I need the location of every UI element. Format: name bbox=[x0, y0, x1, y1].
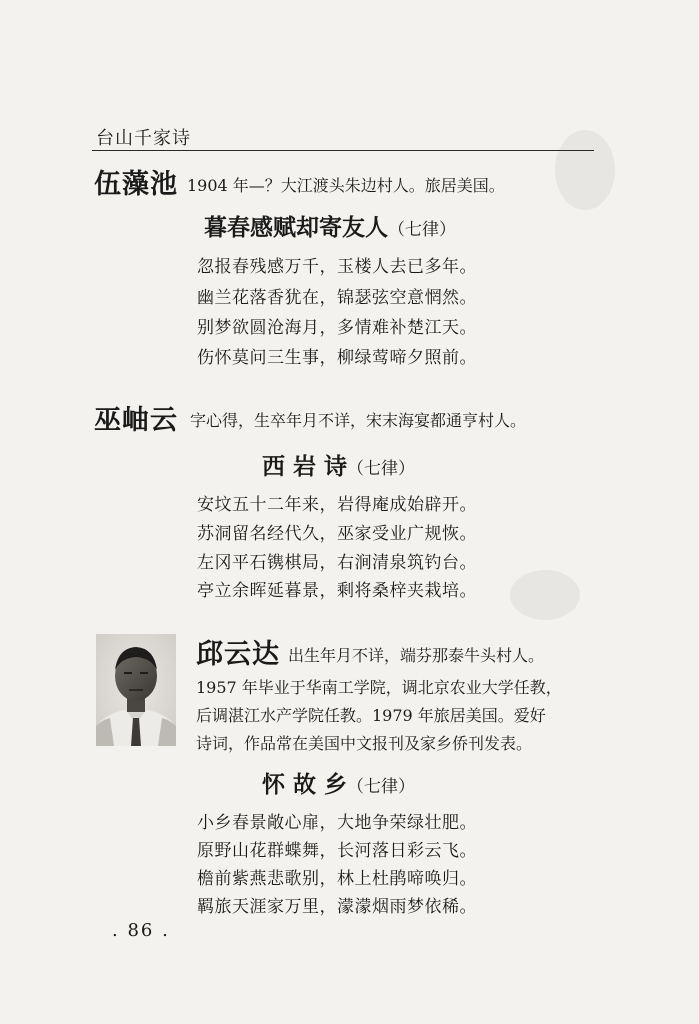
author-bio: 1904 年—？大江渡头朱边村人。旅居美国。 bbox=[187, 176, 505, 195]
poem-form: （七律） bbox=[347, 777, 416, 797]
poem-heading bbox=[204, 209, 456, 242]
author-bio: 出生年月不详，端芬那泰牛头村人。 bbox=[288, 646, 545, 665]
author-bio: 1957 年毕业于华南工学院，调北京农业大学任教， bbox=[196, 678, 562, 697]
author-portrait bbox=[96, 634, 176, 746]
poem-line: 檐前紫燕悲歌别，林上杜鹃啼唤归。 bbox=[197, 869, 477, 889]
poem-form: （七律） bbox=[347, 459, 416, 479]
page-number: . 86 . bbox=[112, 920, 170, 941]
author-bio: 诗词，作品常在美国中文报刊及家乡侨刊发表。 bbox=[196, 734, 533, 753]
poem-heading bbox=[262, 448, 415, 481]
poem-line: 羁旅天涯家万里，濛濛烟雨梦依稀。 bbox=[197, 897, 477, 917]
poem-heading bbox=[262, 766, 415, 799]
author-bio: 字心得，生卒年月不详，宋末海宴都通亨村人。 bbox=[190, 411, 527, 430]
scan-smudge bbox=[555, 130, 615, 210]
poem-line: 安坟五十二年来，岩得庵成始辟开。 bbox=[197, 495, 477, 515]
running-head: 台山千家诗 bbox=[96, 128, 191, 149]
poem-title: 暮春感赋却寄友人 bbox=[204, 215, 388, 241]
author-bio: 后调湛江水产学院任教。1979 年旅居美国。爱好 bbox=[196, 706, 546, 725]
poem-form: （七律） bbox=[388, 220, 456, 240]
poem-line: 左冈平石镌棋局，右涧清泉筑钓台。 bbox=[197, 553, 477, 573]
poem-line: 小乡春景敞心扉，大地争荣绿壮肥。 bbox=[197, 813, 477, 833]
poem-line: 幽兰花落香犹在，锦瑟弦空意惘然。 bbox=[197, 288, 477, 308]
scan-smudge bbox=[510, 570, 580, 620]
header-rule bbox=[92, 150, 594, 151]
poem-line: 伤怀莫问三生事，柳绿莺啼夕照前。 bbox=[197, 348, 477, 368]
author-name: 伍藻池 bbox=[94, 169, 178, 200]
poem-line: 别梦欲圆沧海月，多情难补楚江天。 bbox=[197, 318, 477, 338]
poem-line: 忽报春残感万千，玉楼人去已多年。 bbox=[197, 257, 477, 277]
poem-line: 原野山花群蝶舞，长河落日彩云飞。 bbox=[197, 841, 477, 861]
poem-title: 怀 故 乡 bbox=[262, 772, 348, 798]
poem-line: 苏洞留名经代久，巫家受业广规恢。 bbox=[197, 524, 477, 544]
author-name: 巫岫云 bbox=[94, 405, 178, 436]
poem-line: 亭立余晖延暮景，剩将桑梓夹栽培。 bbox=[197, 581, 477, 601]
poem-title: 西 岩 诗 bbox=[262, 454, 348, 480]
author-name: 邱云达 bbox=[196, 639, 280, 670]
